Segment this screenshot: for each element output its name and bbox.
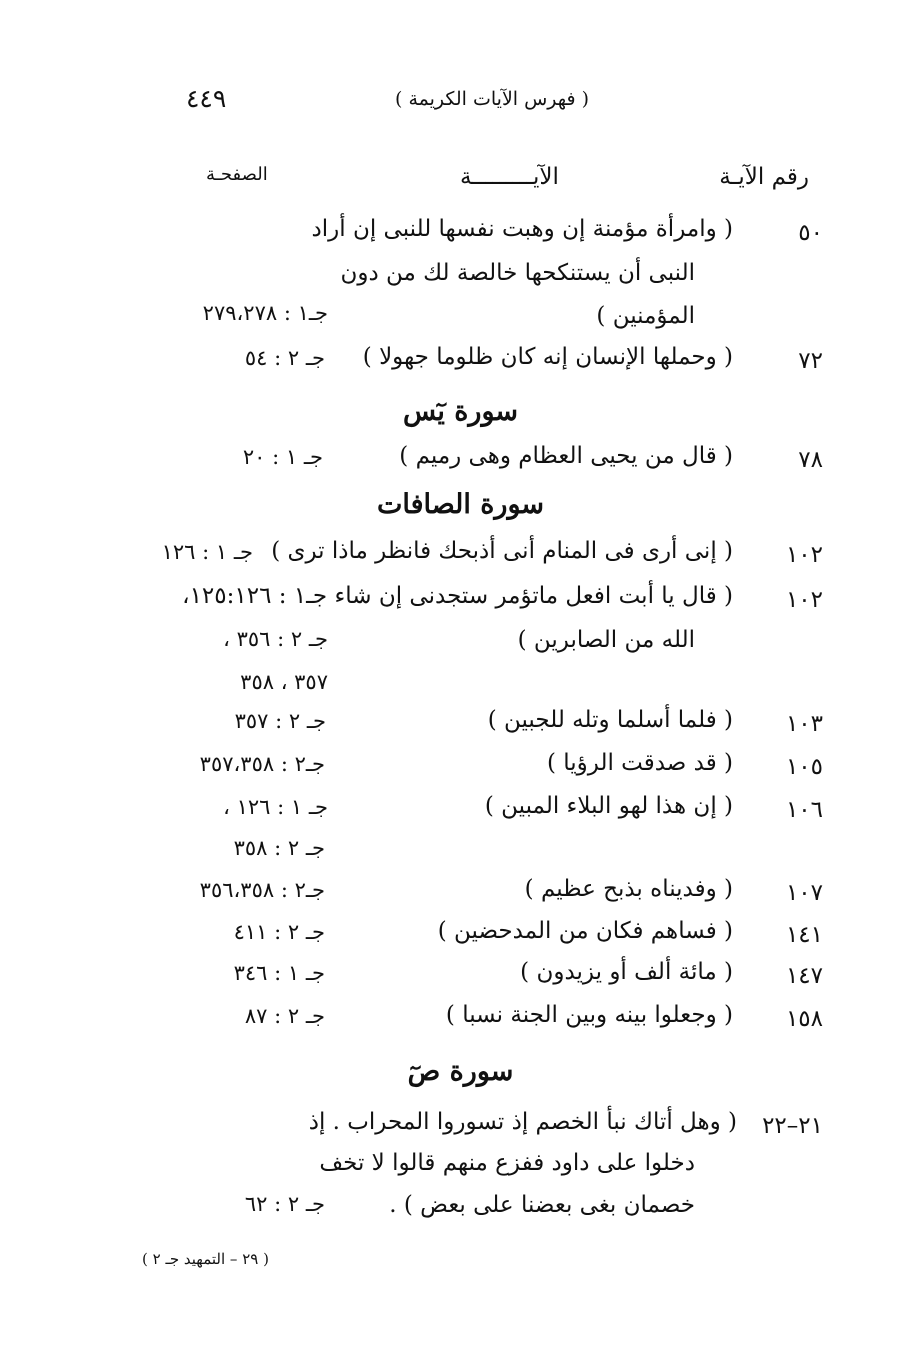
ayah-text-line: ( وجعلوا بينه وبين الجنة نسبا ) xyxy=(445,1002,733,1028)
ayah-text-line: الله من الصابرين ) xyxy=(517,627,695,653)
page-reference: جـ ١ : ٢٠ xyxy=(242,445,323,469)
running-title: ( فهرس الآيات الكريمة ) xyxy=(395,88,590,110)
footer-signature: ( ٢٩ – التمهيد جـ ٢ ) xyxy=(142,1250,269,1268)
column-heading-page: الصفحـة xyxy=(206,164,268,185)
page-reference: جـ ١ : ١٢٦ xyxy=(161,540,253,564)
page-reference: جـ ١ : ٣٤٦ xyxy=(233,961,325,985)
ayah-number: ١٠٢ xyxy=(785,542,823,568)
ayah-text-line: ( فساهم فكان من المدحضين ) xyxy=(437,918,733,944)
page-reference: جـ ٢ : ٣٥٦ ، xyxy=(223,627,328,651)
page-reference: جـ ٢ : ٣٥٨ xyxy=(233,836,325,860)
column-heading-ayah: الآيـــــــــة xyxy=(460,164,559,190)
page-reference: جـ ٢ : ٦٢ xyxy=(244,1192,325,1216)
page-reference: جـ٢ : ٣٥٦،٣٥٨ xyxy=(199,878,325,902)
ayah-text-line: ( إن هذا لهو البلاء المبين ) xyxy=(484,793,733,819)
ayah-text-line: النبى أن يستنكحها خالصة لك من دون xyxy=(340,260,695,286)
page-reference: جـ ٢ : ٤١١ xyxy=(233,920,325,944)
page-reference: ٣٥٧ ، ٣٥٨ xyxy=(240,670,328,694)
ayah-text-line: ( وامرأة مؤمنة إن وهبت نفسها للنبى إن أراد xyxy=(311,216,733,242)
ayah-number: ١٠٢ xyxy=(785,587,823,613)
ayah-number: ١٤١ xyxy=(785,922,823,948)
ayah-number: ٥٠ xyxy=(798,220,823,246)
ayah-text-line: المؤمنين ) xyxy=(596,303,695,329)
page-reference: جـ ٢ : ٥٤ xyxy=(244,346,325,370)
ayah-text-line: ( فلما أسلما وتله للجبين ) xyxy=(487,707,733,733)
ayah-number: ١٥٨ xyxy=(785,1006,823,1032)
ayah-text-line: ( وفديناه بذبح عظيم ) xyxy=(524,876,733,902)
surah-heading: سورة يٓس xyxy=(402,396,519,427)
surah-heading: سورة صٓ xyxy=(407,1056,514,1087)
page-reference: جـ ٢ : ٣٥٧ xyxy=(234,709,326,733)
ayah-text-line: ( إنى أرى فى المنام أنى أذبحك فانظر ماذا ترى ) xyxy=(271,538,733,564)
page-reference: جـ٢ : ٣٥٧،٣٥٨ xyxy=(199,752,325,776)
page-reference: جـ١ : ٢٧٩،٢٧٨ xyxy=(202,301,328,325)
ayah-number: ١٠٣ xyxy=(785,711,823,737)
ayah-text-line: ( قد صدقت الرؤيا ) xyxy=(546,750,733,776)
ayah-text-line: ( مائة ألف أو يزيدون ) xyxy=(520,959,733,985)
ayah-number: ١٠٧ xyxy=(785,880,823,906)
ayah-number: ٧٨ xyxy=(798,447,823,473)
ayah-number: ٢١–٢٢ xyxy=(762,1113,823,1139)
ayah-number: ١٤٧ xyxy=(785,963,823,989)
ayah-text-line: ( وحملها الإنسان إنه كان ظلوما جهولا ) xyxy=(362,344,733,370)
ayah-text-line: خصمان بغى بعضنا على بعض ) . xyxy=(389,1192,695,1218)
ayah-number: ١٠٦ xyxy=(785,797,823,823)
ayah-text-line: ( قال من يحيى العظام وهى رميم ) xyxy=(399,443,733,469)
ayah-text-line: ( وهل أتاك نبأ الخصم إذ تسوروا المحراب . إذ xyxy=(308,1109,737,1135)
page-reference: جـ ١ : ١٢٦ ، xyxy=(223,795,328,819)
ayah-number: ٧٢ xyxy=(798,348,823,374)
page-number: ٤٤٩ xyxy=(186,84,227,113)
ayah-text-line: ( قال يا أبت افعل ماتؤمر ستجدنى إن شاء جـ١ : ١٢٥:١٢٦، xyxy=(182,583,733,609)
ayah-text-line: دخلوا على داود ففزع منهم قالوا لا تخف xyxy=(319,1150,695,1176)
page-reference: جـ ٢ : ٨٧ xyxy=(244,1004,325,1028)
surah-heading: سورة الصافات xyxy=(376,489,545,520)
column-heading-ayah-number: رقم الآيـة xyxy=(719,164,809,190)
ayah-number: ١٠٥ xyxy=(785,754,823,780)
